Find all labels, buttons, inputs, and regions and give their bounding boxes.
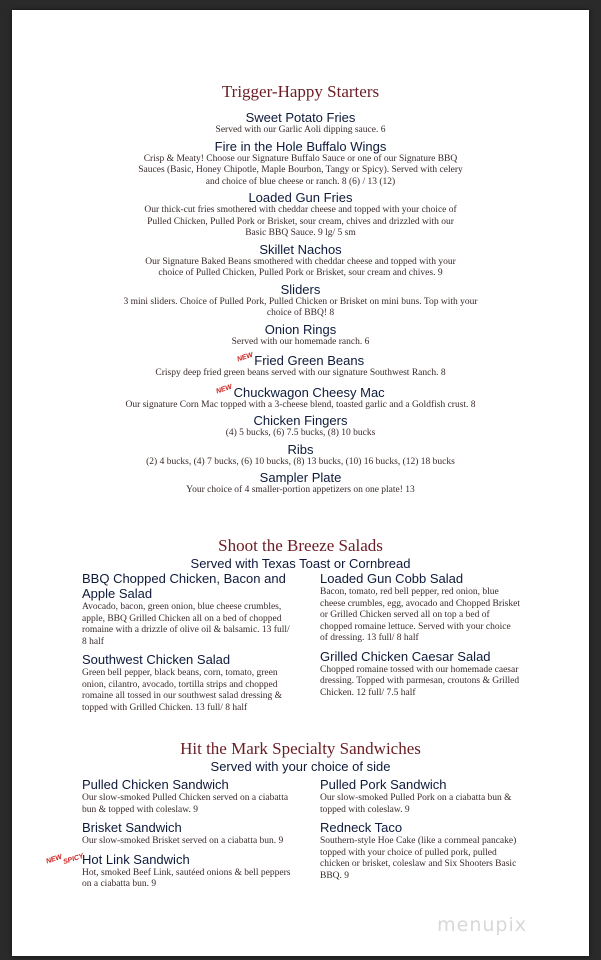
item-desc: Hot, smoked Beef Link, sautéed onions & bell peppers on a ciabatta bun. 9: [82, 867, 291, 889]
item-desc: Bacon, tomato, red bell pepper, red onion, blue cheese crumbles, egg, avocado and Chopped Brisket or Grilled Chicken served all on top a bed of chopped romaine lettuce. Served with your choice of dressing. 13 full/ 8 half: [320, 587, 520, 643]
salads-header: [32, 536, 569, 571]
salads-right-column: [320, 571, 520, 703]
menu-page: [12, 10, 589, 956]
item-name: Onion Rings: [264, 321, 337, 337]
new-badge-icon: NEW: [215, 383, 234, 395]
sandwiches-right-column: [320, 777, 520, 886]
item-desc: Your choice of 4 smaller-portion appetizers on one plate! 13: [186, 485, 415, 495]
starter-item: [32, 110, 569, 137]
new-badge-icon: NEW: [236, 351, 254, 364]
salads-left-column: [82, 571, 292, 718]
item-name: Ribs: [287, 441, 314, 457]
new-spicy-badge-icon: NEWSPICY: [45, 852, 85, 866]
item-desc: Avocado, bacon, green onion, blue cheese crumbles, apple, BBQ Grilled Chicken all on a bed of chopped romaine with a drizzle of olive oil & balsamic. 13 full/ 8 half: [82, 602, 290, 647]
salads-title: Shoot the Breeze Salads: [218, 536, 383, 555]
item-desc: Crispy deep fried green beans served with our signature Southwest Ranch. 8: [155, 368, 446, 378]
item-name: Southwest Chicken Salad: [82, 652, 231, 667]
sandwiches-header: [32, 739, 569, 774]
starter-item: [32, 442, 569, 469]
item-name: Sampler Plate: [259, 470, 342, 485]
item-desc: Chopped romaine tossed with our homemade caesar dressing. Topped with parmesan, croutons & Grilled Chicken. 12 full/ 7.5 half: [320, 664, 520, 698]
starters-title: Trigger-Happy Starters: [221, 82, 380, 101]
item-desc: Crisp & Meaty! Choose our Signature Buffalo Sauce or one of our Signature BBQ Sauces (Basic, Honey Chipotle, Maple Bourbon, Tangy or Spicy). Served with celery and choice of blue cheese or ranch. 8 (6) / 13 (12): [138, 153, 463, 187]
hot-link-item: [45, 851, 292, 891]
item-name: BBQ Chopped Chicken, Bacon and Apple Salad: [82, 571, 286, 601]
item-name: Hot Link Sandwich: [82, 851, 190, 867]
starters-section: [32, 82, 569, 499]
item-name: Chicken Fingers: [253, 413, 348, 428]
item-name: Pulled Pork Sandwich: [320, 777, 447, 792]
starter-item: [32, 139, 569, 189]
item-desc: Served with our Garlic Aoli dipping sauce. 6: [215, 125, 386, 135]
item-name: Pulled Chicken Sandwich: [82, 777, 229, 792]
item-desc: (2) 4 bucks, (4) 7 bucks, (6) 10 bucks, (8) 13 bucks, (10) 16 bucks, (12) 18 bucks: [146, 456, 455, 467]
sandwiches-title: Hit the Mark Specialty Sandwiches: [180, 739, 421, 758]
sandwiches-subtitle: Served with your choice of side: [210, 759, 391, 774]
starter-item: [32, 413, 569, 440]
item-name: Redneck Taco: [320, 820, 403, 835]
item-name: Loaded Gun Cobb Salad: [320, 571, 464, 586]
item-desc: Southern-style Hoe Cake (like a cornmeal pancake) topped with your choice of pulled pork, pulled chicken or brisket, coleslaw and Six Shooters Basic BBQ. 9: [320, 836, 517, 881]
salads-subtitle: Served with Texas Toast or Cornbread: [190, 556, 411, 571]
starter-item: [32, 190, 569, 240]
menupix-watermark: menupix: [437, 914, 527, 936]
item-desc: Our slow-smoked Pulled Pork on a ciabatta bun & topped with coleslaw. 9: [320, 793, 512, 815]
item-name: NEWFried Green Beans: [32, 350, 569, 368]
starter-item: [32, 282, 569, 320]
item-name: Loaded Gun Fries: [248, 190, 353, 205]
item-desc: Our signature Corn Mac topped with a 3-cheese blend, toasted garlic and a Goldfish crust. 8: [125, 399, 476, 410]
item-name: Sliders: [280, 281, 321, 297]
item-desc: Our slow-smoked Pulled Chicken served on a ciabatta bun & topped with coleslaw. 9: [82, 793, 289, 815]
item-name: Fire in the Hole Buffalo Wings: [214, 138, 387, 154]
item-name: Skillet Nachos: [259, 241, 342, 257]
starter-item: [32, 242, 569, 280]
item-name: Grilled Chicken Caesar Salad: [320, 648, 491, 664]
item-name: Brisket Sandwich: [82, 820, 182, 835]
item-desc: Our slow-smoked Brisket served on a ciabatta bun. 9: [82, 836, 284, 846]
item-desc: Our Signature Baked Beans smothered with cheddar cheese and topped with your choice of Pulled Chicken, Pulled Pork or Brisket, sour cream and chives. 9: [145, 256, 456, 278]
item-desc: 3 mini sliders. Choice of Pulled Pork, Pulled Chicken or Brisket on mini buns. Top with your choice of BBQ! 8: [123, 296, 478, 318]
item-desc: Served with our homemade ranch. 6: [231, 336, 370, 347]
starter-item: [32, 470, 569, 497]
item-desc: Our thick-cut fries smothered with cheddar cheese and topped with your choice of Pulled Chicken, Pulled Pork or Brisket, sour cream, chives and drizzled with our Basic BBQ Sauce. 9 lg/ 5 sm: [144, 205, 457, 238]
item-desc: Green bell pepper, black beans, corn, tomato, green onion, cilantro, avocado, tortilla strips and chopped romaine all tossed in our southwest salad dressing & topped with Grilled Chicken. 13 full/ 8 half: [82, 668, 282, 713]
starter-item: [32, 350, 569, 380]
item-name: Sweet Potato Fries: [245, 110, 356, 125]
starter-item: [32, 322, 569, 349]
item-desc: (4) 5 bucks, (6) 7.5 bucks, (8) 10 bucks: [225, 428, 376, 438]
sandwiches-left-column: [45, 777, 292, 895]
starter-item: [32, 382, 569, 412]
item-name: NEWChuckwagon Cheesy Mac: [32, 382, 569, 400]
